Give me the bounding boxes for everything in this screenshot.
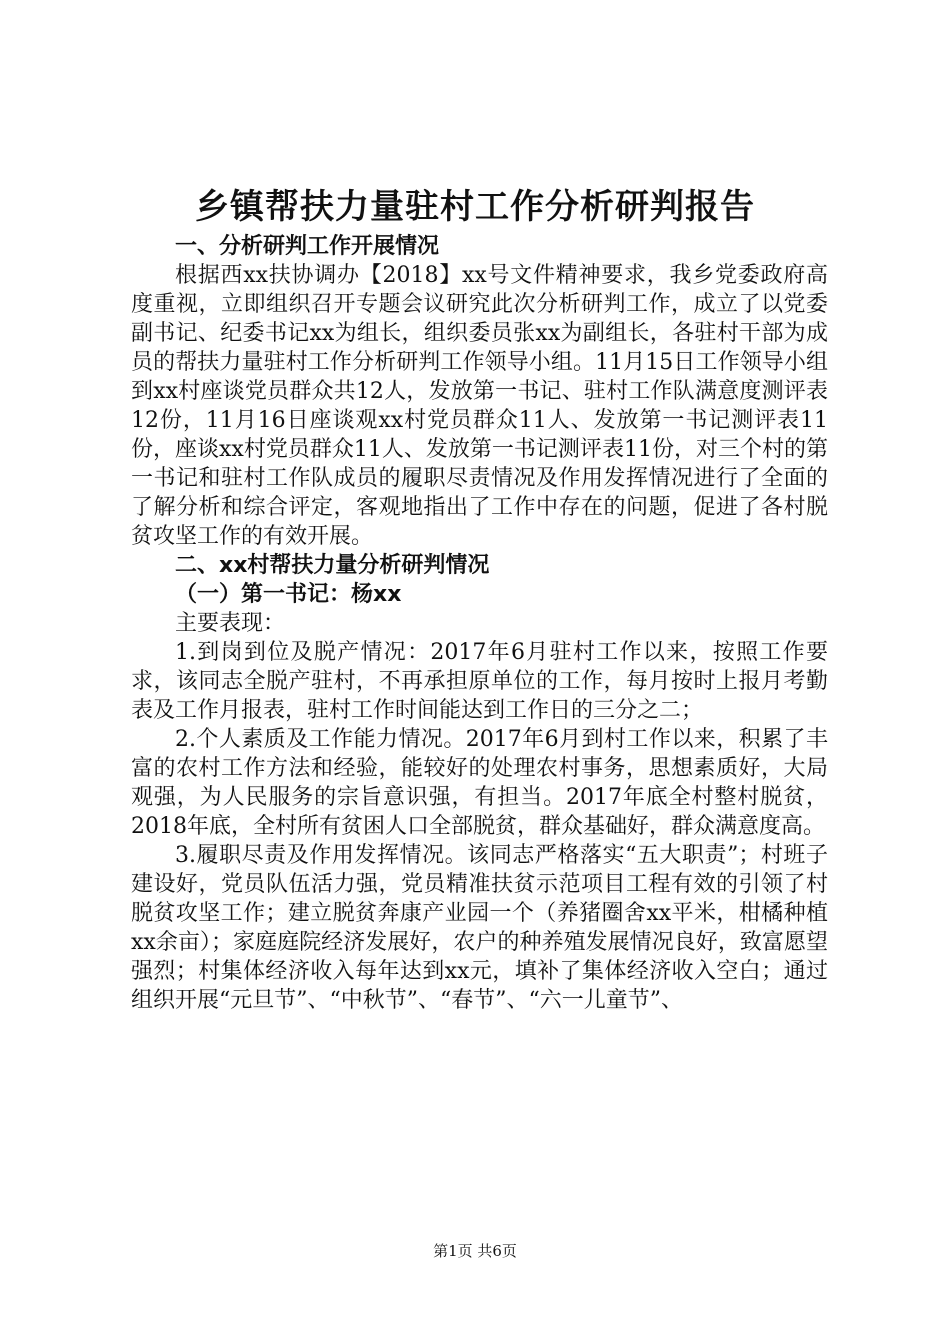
- paragraph-work-overview: 根据西xx扶协调办【2018】xx号文件精神要求，我乡党委政府高度重视，立即组织召开专题会议研究此次分析研判工作，成立了以党委副书记、纪委书记xx为组长，组织委员张xx为副组长，各驻村干部为成员的帮扶力量驻村工作分析研判工作领导小组。11月15日工作领导小组到xx村座谈党员群众共12人，发放第一书记、驻村工作队满意度测评表12份，11月16日座谈观xx村党员群众11人、发放第一书记测评表11份，座谈xx村党员群众11人、发放第一书记测评表11份，对三个村的第一书记和驻村工作队成员的履职尽责情况及作用发挥情况进行了全面的了解分析和综合评定，客观地指出了工作中存在的问题，促进了各村脱贫攻坚工作的有效开展。: [131, 263, 828, 549]
- paragraph-item-3: 3.履职尽责及作用发挥情况。该同志严格落实“五大职责”；村班子建设好，党员队伍活力强，党员精准扶贫示范项目工程有效的引领了村脱贫攻坚工作；建立脱贫奔康产业园一个（养猪圈舍xx平米，柑橘种植xx余亩）；家庭庭院经济发展好，农户的种养殖发展情况良好，致富愿望强烈；村集体经济收入每年达到xx元，填补了集体经济收入空白；通过组织开展“元旦节”、“中秋节”、“春节”、“六一儿童节”、: [131, 843, 828, 1013]
- document-body: [131, 232, 828, 1015]
- paragraph-item-1: 1.到岗到位及脱产情况：2017年6月驻村工作以来，按照工作要求，该同志全脱产驻村，不再承担原单位的工作，每月按时上报月考勤表及工作月报表，驻村工作时间能达到工作日的三分之二；: [131, 640, 828, 723]
- page-number-footer: 第1页 共6页: [433, 1242, 517, 1260]
- subsection-heading-first-secretary: （一）第一书记：杨xx: [175, 582, 402, 607]
- document-title: 乡镇帮扶力量驻村工作分析研判报告: [195, 187, 755, 227]
- paragraph-main-performance-label: 主要表现：: [175, 611, 286, 636]
- section-heading-2: 二、xx村帮扶力量分析研判情况: [175, 553, 490, 578]
- paragraph-item-2: 2.个人素质及工作能力情况。2017年6月到村工作以来，积累了丰富的农村工作方法和经验，能较好的处理农村事务，思想素质好，大局观强，为人民服务的宗旨意识强，有担当。2017年底全村整村脱贫，2018年底，全村所有贫困人口全部脱贫，群众基础好，群众满意度高。: [131, 727, 828, 839]
- section-heading-1: 一、分析研判工作开展情况: [175, 234, 440, 259]
